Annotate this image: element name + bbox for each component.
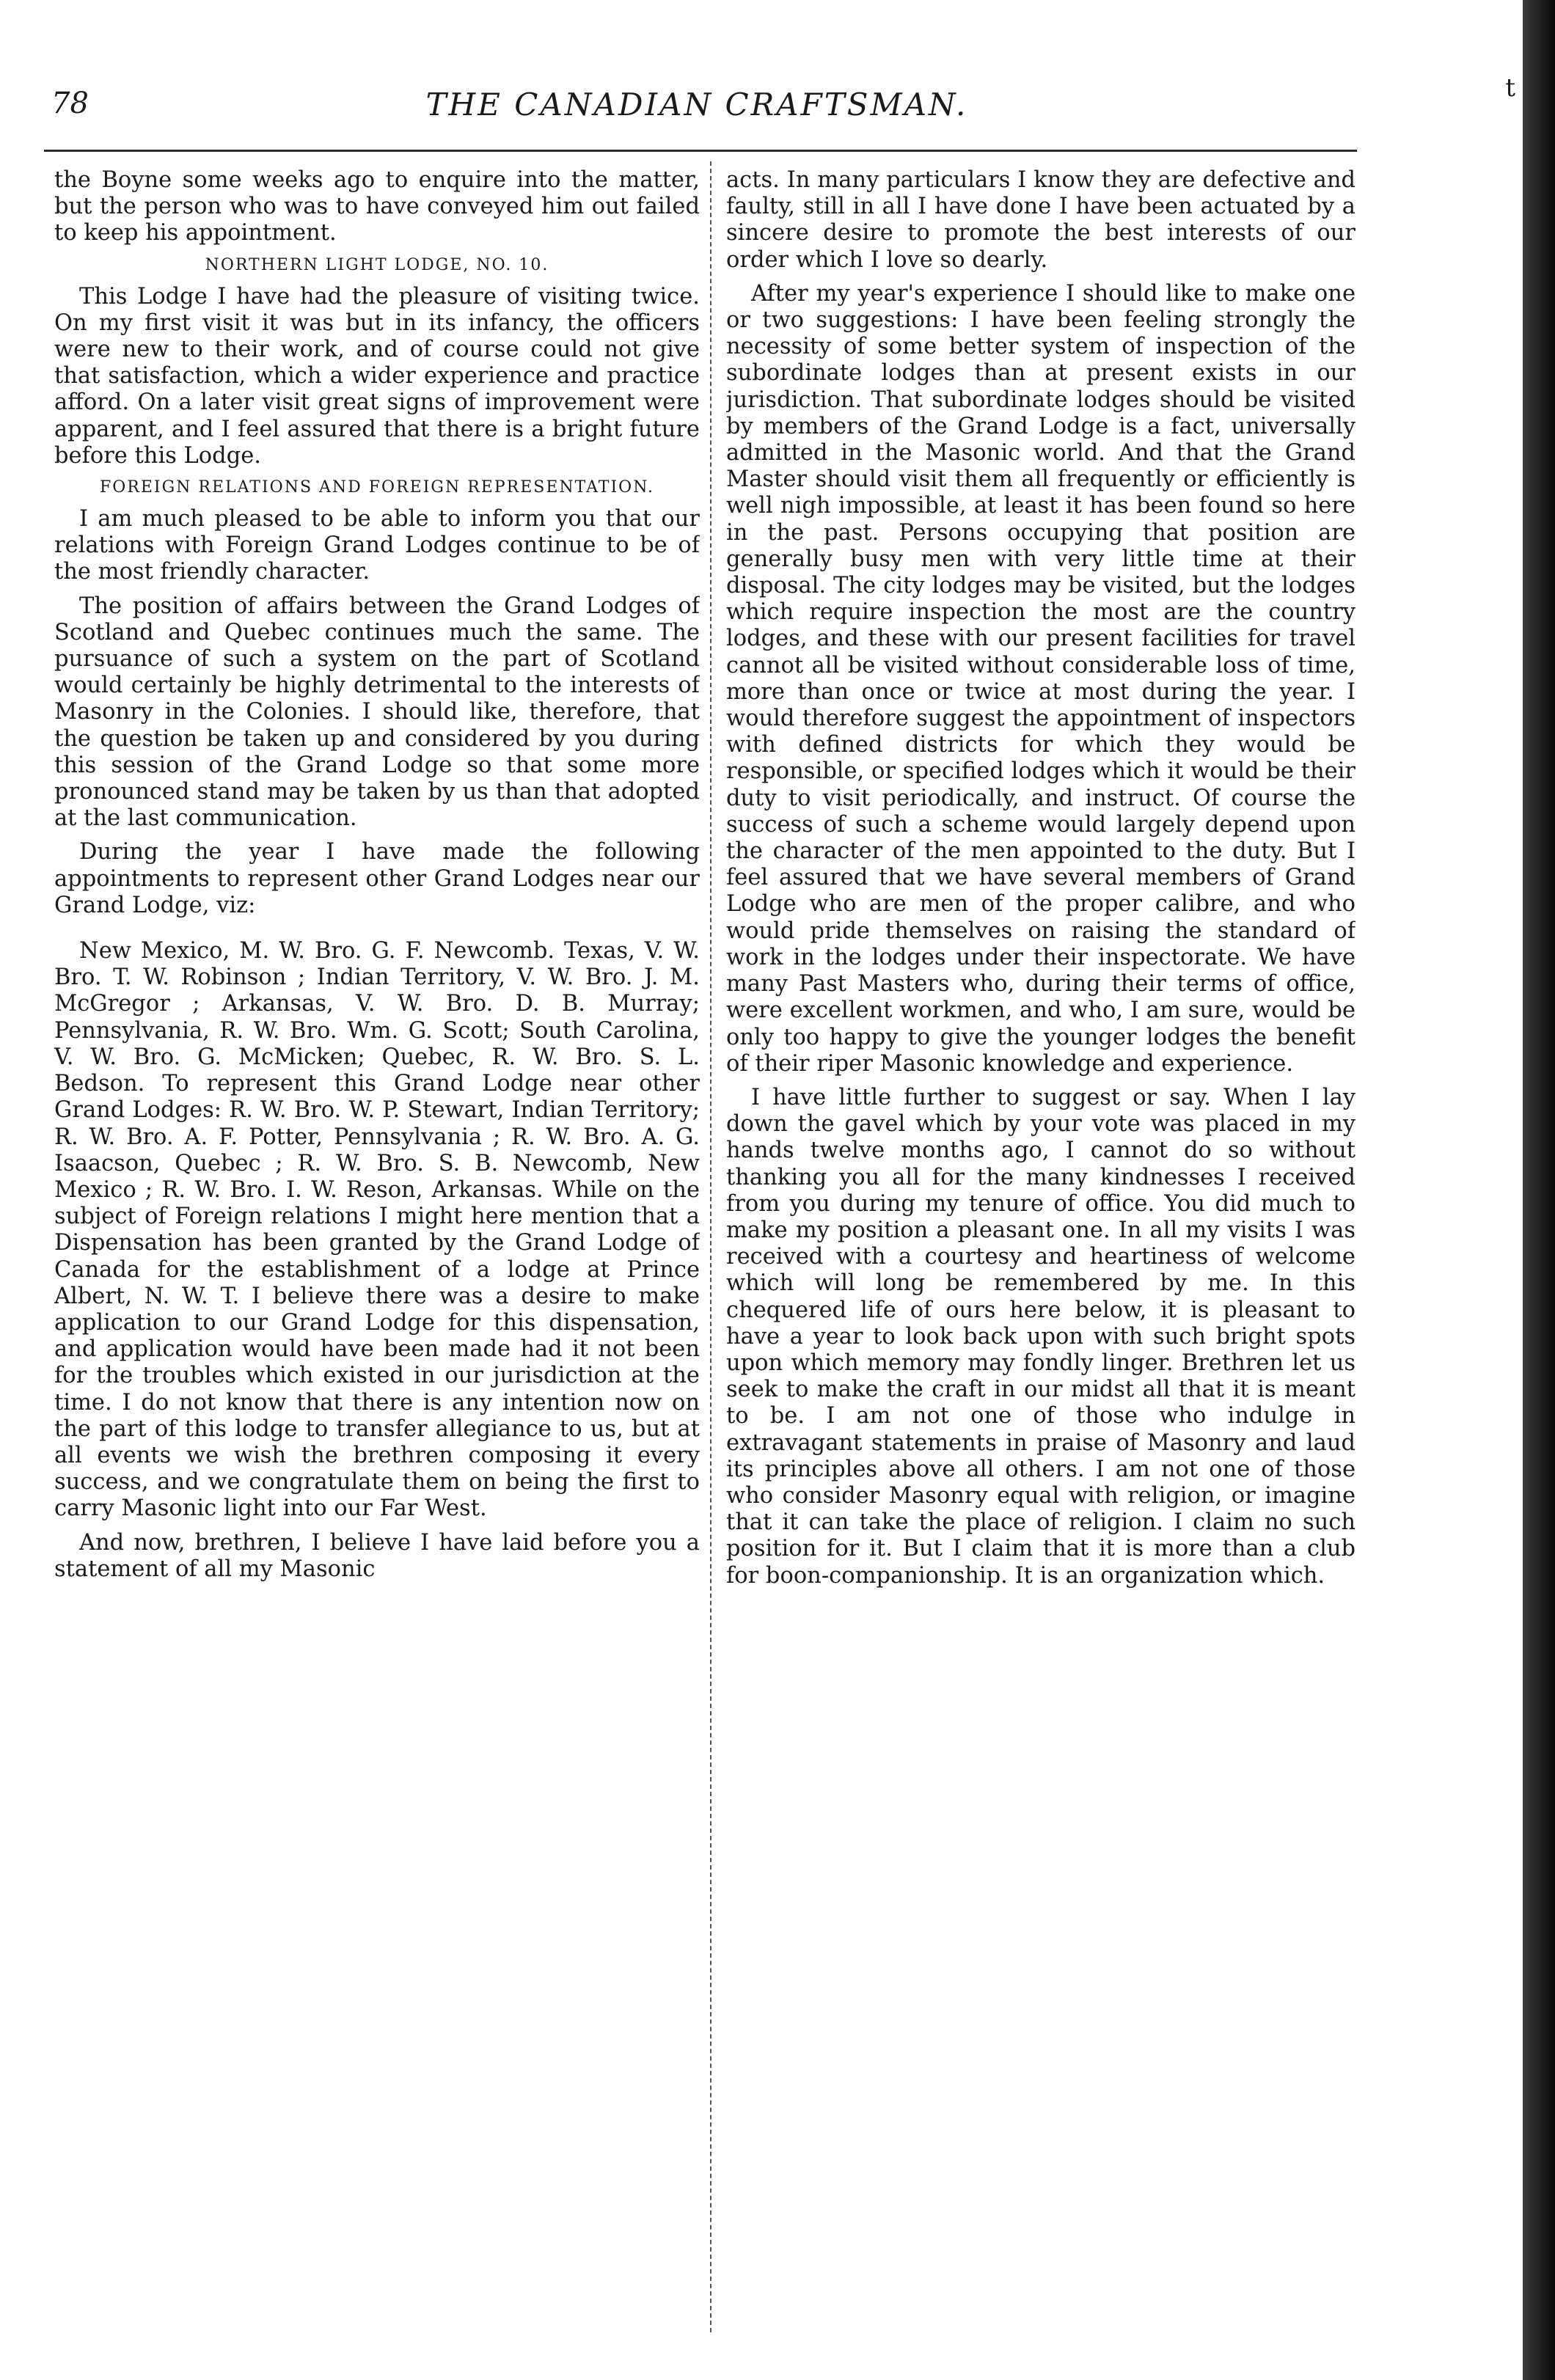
left-column xyxy=(54,167,700,2338)
paragraph: During the year I have made the following appointments to represent other Grand Lodges near our Grand Lodge, viz: xyxy=(54,839,700,918)
paragraph: After my year's experience I should like to make one or two suggestions: I have been feeling strongly the necessity of some better system of inspection of the subordinate lodges than at present exists in our jurisdiction. That subordinate lodges should be visited by members of the Grand Lodge is a fact, universally admitted in the Masonic world. And that the Grand Master should visit them all frequently or efficiently is well nigh impossible, at least it has been found so here in the past. Persons occupying that position are generally busy men with very little time at their disposal. The city lodges may be visited, but the lodges which require inspection the most are the country lodges, and these with our present facilities for travel cannot all be visited without considerable loss of time, more than once or twice at most during the year. I would therefore suggest the appointment of inspectors with defined districts for which they would be responsible, or specified lodges which it would be their duty to visit periodically, and instruct. Of course the success of such a scheme would largely depend upon the character of the men appointed to the duty. But I feel assured that we have several members of Grand Lodge who are men of the proper calibre, and who would pride themselves on raising the standard of work in the lodges under their inspectorate. We have many Past Masters who, during their terms of office, were excellent workmen, and who, I am sure, would be only too happy to give the younger lodges the benefit of their riper Masonic knowledge and experience. xyxy=(726,280,1355,1077)
paragraph-appointments: New Mexico, M. W. Bro. G. F. Newcomb. Texas, V. W. Bro. T. W. Robinson ; Indian Territory, V. W. Bro. J. M. McGregor ; Arkansas, V. W. Bro. D. B. Murray; Pennsylvania, R. W. Bro. Wm. G. Scott; South Carolina, V. W. Bro. G. McMicken; Quebec, R. W. Bro. S. L. Bedson. To represent this Grand Lodge near other Grand Lodges: R. W. Bro. W. P. Stewart, Indian Territory; R. W. Bro. A. F. Potter, Pennsylvania ; R. W. Bro. A. G. Isaacson, Quebec ; R. W. Bro. S. B. Newcomb, New Mexico ; R. W. Bro. I. W. Reson, Arkansas. While on the subject of Foreign relations I might here mention that a Dispensation has been granted by the Grand Lodge of Canada for the establishment of a lodge at Prince Albert, N. W. T. I believe there was a desire to make application to our Grand Lodge for this dispensation, and application would have been made had it not been for the troubles which existed in our jurisdiction at the time. I do not know that there is any intention now on the part of this lodge to transfer allegiance to us, but at all events we wish the brethren composing it every success, and we congratulate them on being the first to carry Masonic light into our Far West. xyxy=(54,938,700,1522)
paragraph: And now, brethren, I believe I have laid before you a statement of all my Masonic xyxy=(54,1529,700,1582)
paragraph: acts. In many particulars I know they are defective and faulty, still in all I have done I have been actuated by a sincere desire to promote the best interests of our order which I love so dearly. xyxy=(726,167,1355,273)
paragraph: The position of affairs between the Grand Lodges of Scotland and Quebec continues much the same. The pursuance of such a system on the part of Scotland would certainly be highly detrimental to the interests of Masonry in the Colonies. I should like, therefore, that the question be taken up and considered by you during this session of the Grand Lodge so that some more pronounced stand may be taken by us than that adopted at the last communication. xyxy=(54,593,700,832)
column-divider xyxy=(710,161,711,2332)
paragraph: I am much pleased to be able to inform you that our relations with Foreign Grand Lodges continue to be of the most friendly character. xyxy=(54,506,700,585)
section-heading-northern-light-lodge: NORTHERN LIGHT LODGE, NO. 10. xyxy=(205,255,549,274)
running-title: THE CANADIAN CRAFTSMAN. xyxy=(425,87,968,122)
edge-mark: t xyxy=(1505,73,1515,103)
paragraph: the Boyne some weeks ago to enquire into the matter, but the person who was to have conveyed him out failed to keep his appointment. xyxy=(54,167,700,246)
page-header xyxy=(44,87,1350,138)
right-column xyxy=(726,167,1355,2338)
section-heading-foreign-relations: FOREIGN RELATIONS AND FOREIGN REPRESENTATION. xyxy=(99,478,655,497)
header-rule xyxy=(44,150,1357,152)
page-number: 78 xyxy=(51,87,89,120)
scan-edge-shadow xyxy=(1523,0,1555,2380)
paragraph: I have little further to suggest or say. When I lay down the gavel which by your vote was placed in my hands twelve months ago, I cannot do so without thanking you all for the many kindnesses I received from you during my tenure of office. You did much to make my position a pleasant one. In all my visits I was received with a courtesy and heartiness of welcome which will long be remembered by me. In this chequered life of ours here below, it is pleasant to have a year to look back upon with such bright spots upon which memory may fondly linger. Brethren let us seek to make the craft in our midst all that it is meant to be. I am not one of those who indulge in extravagant statements in praise of Masonry and laud its principles above all others. I am not one of those who consider Masonry equal with religion, or imagine that it can take the place of religion. I claim no such position for it. But I claim that it is more than a club for boon-companionship. It is an organization which. xyxy=(726,1084,1355,1589)
paragraph: This Lodge I have had the pleasure of visiting twice. On my first visit it was but in its infancy, the officers were new to their work, and of course could not give that satisfaction, which a wider experience and practice afford. On a later visit great signs of improvement were apparent, and I feel assured that there is a bright future before this Lodge. xyxy=(54,283,700,469)
